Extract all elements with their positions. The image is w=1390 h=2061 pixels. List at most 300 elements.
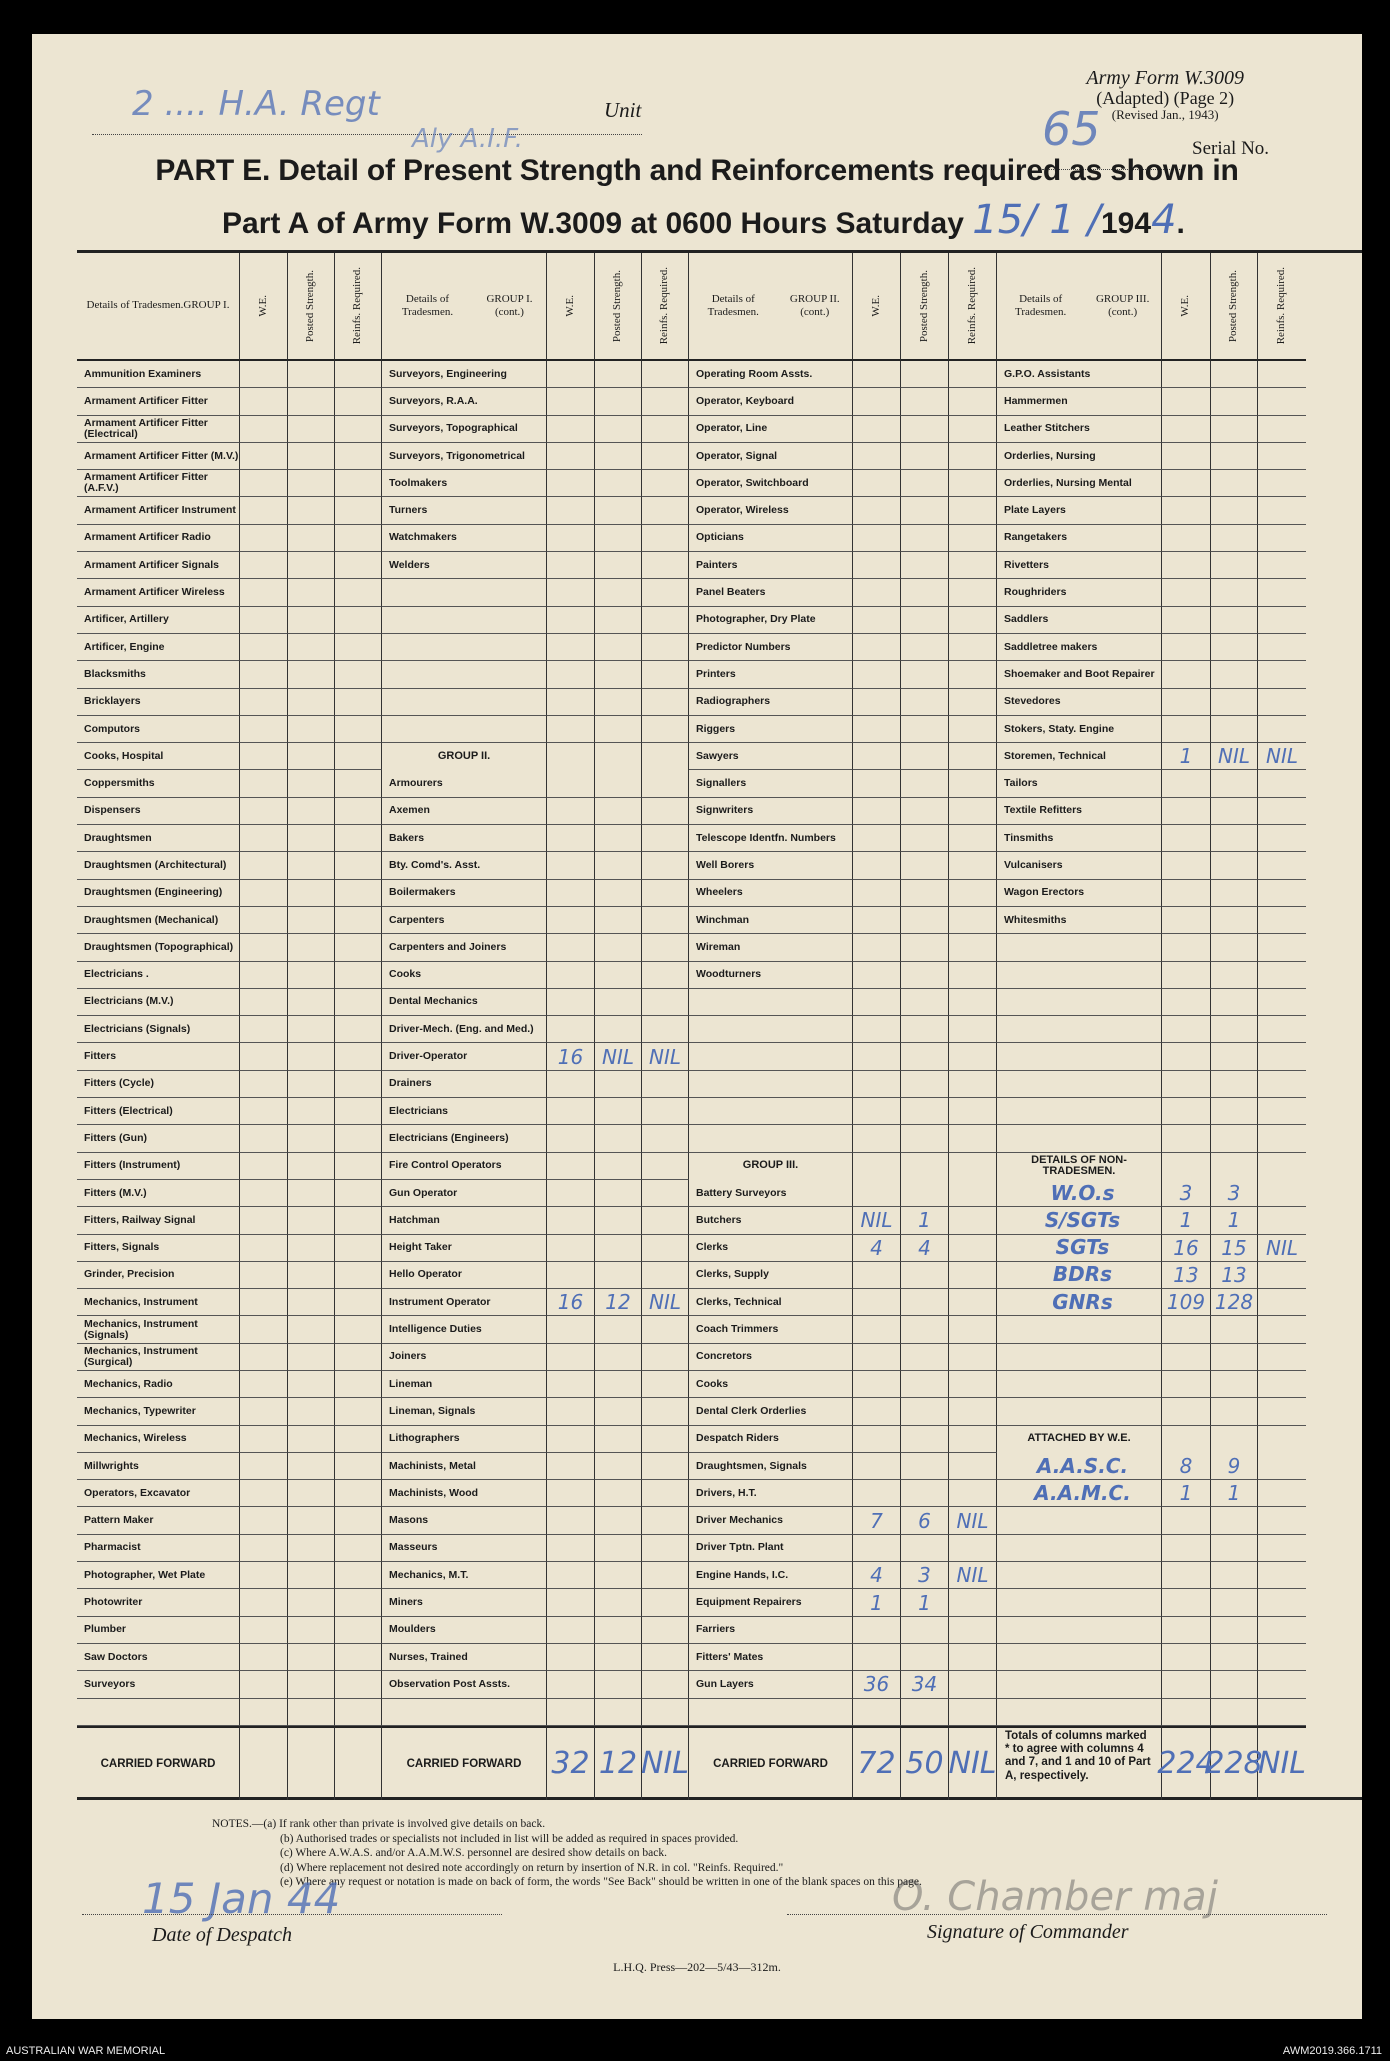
value-cell-we <box>547 1235 595 1262</box>
value-cell-rr <box>335 1153 382 1180</box>
value-cell-rr <box>642 1699 689 1726</box>
value-cell-we <box>853 798 901 825</box>
value-cell-ps <box>901 497 949 524</box>
trade-name: Gun Operator <box>382 1180 547 1207</box>
trade-name: Printers <box>689 661 853 688</box>
value-cell-ps <box>901 1316 949 1343</box>
value-cell-rr <box>1258 1180 1306 1207</box>
value-cell-ps <box>288 1699 335 1726</box>
trade-name: Armament Artificer Fitter (M.V.) <box>77 443 240 470</box>
value-cell-rr <box>949 689 997 716</box>
value-cell-ps <box>901 989 949 1016</box>
despatch-date-handwritten: 15 Jan 44 <box>142 1874 341 1923</box>
value-cell-we <box>547 1644 595 1671</box>
trade-name: Equipment Repairers <box>689 1589 853 1616</box>
value-cell-rr <box>642 1180 689 1207</box>
group-label: GROUP I. <box>183 299 230 312</box>
value-cell-we <box>547 552 595 579</box>
value-cell-rr <box>335 962 382 989</box>
section-header: GROUP III. <box>689 1153 853 1180</box>
value-cell-ps <box>901 1125 949 1152</box>
value-cell-rr <box>335 361 382 388</box>
value-cell-ps <box>288 1589 335 1616</box>
value-cell-rr: NIL <box>949 1562 997 1589</box>
value-cell-rr <box>1258 989 1306 1016</box>
value-cell-we <box>1162 552 1211 579</box>
value-cell-rr <box>1258 962 1306 989</box>
value-cell-rr <box>642 470 689 497</box>
value-cell-rr <box>642 1562 689 1589</box>
trade-name: Mechanics, Instrument (Signals) <box>77 1316 240 1343</box>
carried-forward-we: 72 <box>853 1726 901 1800</box>
value-cell-rr <box>1258 470 1306 497</box>
value-cell-rr <box>335 1289 382 1316</box>
value-cell-ps <box>288 552 335 579</box>
value-cell-rr <box>949 798 997 825</box>
value-cell-ps <box>595 470 642 497</box>
value-cell-we <box>547 525 595 552</box>
value-cell-rr: NIL <box>1258 1235 1306 1262</box>
value-cell-we: 1 <box>853 1589 901 1616</box>
value-cell-we <box>1162 1316 1211 1343</box>
value-cell-we <box>240 825 288 852</box>
trade-name: Saddlers <box>997 607 1162 634</box>
col-header <box>335 253 382 361</box>
value-cell-ps <box>288 1507 335 1534</box>
trade-name: Coppersmiths <box>77 770 240 797</box>
value-cell-rr <box>949 825 997 852</box>
carried-forward-we: 224 <box>1162 1726 1211 1800</box>
value-cell-rr <box>335 1125 382 1152</box>
value-cell-rr <box>1258 1098 1306 1125</box>
value-cell-rr <box>1258 1453 1306 1480</box>
trade-name: Whitesmiths <box>997 907 1162 934</box>
value-cell-we <box>240 1098 288 1125</box>
value-cell-ps <box>288 716 335 743</box>
value-cell-ps <box>1211 989 1258 1016</box>
value-cell-ps <box>1211 962 1258 989</box>
trade-name: Driver Mechanics <box>689 1507 853 1534</box>
value-cell-we <box>1162 416 1211 443</box>
trade-name: Vulcanisers <box>997 852 1162 879</box>
trade-name: Pattern Maker <box>77 1507 240 1534</box>
value-cell-rr <box>335 1098 382 1125</box>
value-cell-we <box>853 607 901 634</box>
value-cell-ps <box>595 552 642 579</box>
trade-name <box>997 1098 1162 1125</box>
value-cell-we <box>1162 825 1211 852</box>
value-cell-rr <box>335 798 382 825</box>
trade-name: Fitters (Instrument) <box>77 1153 240 1180</box>
trade-name: Riggers <box>689 716 853 743</box>
watermark-left: AUSTRALIAN WAR MEMORIAL <box>6 2045 166 2057</box>
value-cell-ps <box>1211 852 1258 879</box>
value-cell-we <box>547 1617 595 1644</box>
value-cell-ps <box>901 579 949 606</box>
value-cell-rr <box>949 1180 997 1207</box>
trade-name: Cooks, Hospital <box>77 743 240 770</box>
value-cell-rr <box>1258 1617 1306 1644</box>
value-cell-rr <box>335 1507 382 1534</box>
trade-name: Fitters' Mates <box>689 1644 853 1671</box>
trade-name: Rangetakers <box>997 525 1162 552</box>
value-cell-we <box>547 1480 595 1507</box>
trade-name <box>689 1098 853 1125</box>
value-cell-we: 4 <box>853 1562 901 1589</box>
value-cell-we <box>240 388 288 415</box>
value-cell-ps <box>288 1207 335 1234</box>
value-cell-ps <box>901 1289 949 1316</box>
trade-name: Fitters (Cycle) <box>77 1071 240 1098</box>
trade-name: Armament Artificer Fitter (A.F.V.) <box>77 470 240 497</box>
value-cell-we <box>547 825 595 852</box>
value-cell-rr <box>642 716 689 743</box>
value-cell-rr <box>335 388 382 415</box>
value-cell-we <box>853 579 901 606</box>
value-cell-ps <box>901 1617 949 1644</box>
value-cell-we <box>240 989 288 1016</box>
trade-name: Armourers <box>382 770 547 797</box>
value-cell-we <box>1162 934 1211 961</box>
value-cell-ps <box>288 443 335 470</box>
value-cell-rr <box>1258 1207 1306 1234</box>
value-cell-ps <box>288 743 335 770</box>
carried-forward-ps <box>288 1726 335 1800</box>
value-cell-rr <box>1258 443 1306 470</box>
col-header-label: W.E. <box>256 295 269 317</box>
value-cell-we <box>240 497 288 524</box>
value-cell-rr <box>335 934 382 961</box>
value-cell-rr <box>1258 1344 1306 1371</box>
value-cell-we <box>547 607 595 634</box>
section-header: ATTACHED BY W.E. <box>997 1426 1162 1453</box>
value-cell-we <box>240 1453 288 1480</box>
value-cell-rr <box>642 1617 689 1644</box>
value-cell-ps <box>901 1699 949 1726</box>
value-cell-we <box>1162 962 1211 989</box>
value-cell-rr <box>642 1480 689 1507</box>
value-cell-we <box>547 1453 595 1480</box>
trade-name: Masseurs <box>382 1535 547 1562</box>
trade-name: Armament Artificer Fitter (Electrical) <box>77 416 240 443</box>
value-cell-ps <box>595 1426 642 1453</box>
value-cell-ps <box>595 743 642 770</box>
value-cell-ps <box>288 962 335 989</box>
value-cell-ps: 6 <box>901 1507 949 1534</box>
carried-forward-we <box>240 1726 288 1800</box>
value-cell-ps <box>901 525 949 552</box>
value-cell-rr <box>1258 525 1306 552</box>
value-cell-rr <box>1258 825 1306 852</box>
trade-name: Winchman <box>689 907 853 934</box>
value-cell-rr <box>642 1153 689 1180</box>
trade-name: Draughtsmen, Signals <box>689 1453 853 1480</box>
value-cell-ps <box>288 1289 335 1316</box>
value-cell-ps <box>901 1071 949 1098</box>
value-cell-we <box>853 1644 901 1671</box>
value-cell-rr <box>1258 689 1306 716</box>
value-cell-rr <box>642 1398 689 1425</box>
value-cell-ps <box>901 1043 949 1070</box>
value-cell-ps <box>288 525 335 552</box>
carried-forward-rr: NIL <box>1258 1726 1306 1800</box>
value-cell-we <box>547 770 595 797</box>
value-cell-rr <box>1258 1125 1306 1152</box>
trade-name: Dental Clerk Orderlies <box>689 1398 853 1425</box>
trade-name: Armament Artificer Radio <box>77 525 240 552</box>
value-cell-ps <box>1211 1153 1258 1180</box>
value-cell-ps: 1 <box>901 1207 949 1234</box>
value-cell-ps <box>595 1125 642 1152</box>
value-cell-ps <box>1211 1426 1258 1453</box>
value-cell-rr <box>949 907 997 934</box>
value-cell-we <box>1162 361 1211 388</box>
carried-forward-we: 32 <box>547 1726 595 1800</box>
value-cell-we <box>240 1262 288 1289</box>
value-cell-ps <box>288 1398 335 1425</box>
trade-name: Armament Artificer Wireless <box>77 579 240 606</box>
value-cell-ps: 1 <box>901 1589 949 1616</box>
value-cell-we <box>547 1398 595 1425</box>
trade-name: Hello Operator <box>382 1262 547 1289</box>
value-cell-ps: 3 <box>1211 1180 1258 1207</box>
value-cell-rr <box>1258 579 1306 606</box>
value-cell-we <box>853 1043 901 1070</box>
trade-name: Carpenters <box>382 907 547 934</box>
value-cell-rr <box>949 1453 997 1480</box>
trade-name: Plumber <box>77 1617 240 1644</box>
value-cell-ps <box>1211 825 1258 852</box>
value-cell-we <box>547 416 595 443</box>
trade-name: Surveyors, Topographical <box>382 416 547 443</box>
value-cell-ps <box>595 770 642 797</box>
carried-forward-label: CARRIED FORWARD <box>382 1726 547 1800</box>
value-cell-ps <box>901 689 949 716</box>
value-cell-rr <box>335 770 382 797</box>
value-cell-ps <box>595 852 642 879</box>
value-cell-we <box>1162 689 1211 716</box>
value-cell-we <box>1162 661 1211 688</box>
value-cell-ps <box>901 607 949 634</box>
value-cell-we <box>1162 634 1211 661</box>
value-cell-we <box>547 443 595 470</box>
value-cell-ps <box>595 716 642 743</box>
value-cell-rr <box>949 1671 997 1698</box>
value-cell-rr <box>1258 852 1306 879</box>
value-cell-rr <box>335 443 382 470</box>
value-cell-rr <box>642 934 689 961</box>
trade-name: Orderlies, Nursing <box>997 443 1162 470</box>
value-cell-we <box>240 525 288 552</box>
value-cell-ps <box>288 825 335 852</box>
value-cell-we <box>547 497 595 524</box>
value-cell-we <box>240 1426 288 1453</box>
value-cell-ps <box>1211 1699 1258 1726</box>
value-cell-ps <box>595 1589 642 1616</box>
value-cell-we <box>240 1589 288 1616</box>
value-cell-rr <box>949 1016 997 1043</box>
value-cell-rr <box>335 1016 382 1043</box>
value-cell-rr <box>949 1617 997 1644</box>
value-cell-ps <box>901 798 949 825</box>
value-cell-rr <box>1258 880 1306 907</box>
value-cell-rr <box>949 1153 997 1180</box>
carried-forward-label: CARRIED FORWARD <box>689 1726 853 1800</box>
trade-name: Plate Layers <box>997 497 1162 524</box>
title-year-prefix: 194 <box>1101 207 1152 240</box>
value-cell-we <box>240 607 288 634</box>
form-identifier <box>1086 68 1244 122</box>
value-cell-rr <box>949 852 997 879</box>
value-cell-ps <box>288 989 335 1016</box>
value-cell-ps <box>595 416 642 443</box>
value-cell-rr <box>335 1617 382 1644</box>
value-cell-we <box>853 907 901 934</box>
value-cell-we: 36 <box>853 1671 901 1698</box>
value-cell-rr <box>335 1671 382 1698</box>
trade-name <box>382 579 547 606</box>
value-cell-ps <box>901 1098 949 1125</box>
value-cell-rr <box>642 1671 689 1698</box>
value-cell-we <box>853 1016 901 1043</box>
title-year-handwritten: 4 <box>1151 197 1177 243</box>
value-cell-rr <box>642 525 689 552</box>
col-header-label: W.E. <box>869 295 882 317</box>
value-cell-ps <box>595 989 642 1016</box>
trade-name: Mechanics, M.T. <box>382 1562 547 1589</box>
value-cell-we <box>547 1262 595 1289</box>
value-cell-we <box>240 443 288 470</box>
value-cell-ps <box>901 1535 949 1562</box>
trade-name: Armament Artificer Signals <box>77 552 240 579</box>
value-cell-ps: 13 <box>1211 1262 1258 1289</box>
value-cell-rr <box>949 552 997 579</box>
trade-name: Surveyors <box>77 1671 240 1698</box>
value-cell-ps <box>595 443 642 470</box>
value-cell-ps <box>1211 1617 1258 1644</box>
trade-name: Fitters (M.V.) <box>77 1180 240 1207</box>
value-cell-we <box>240 880 288 907</box>
trade-name <box>997 962 1162 989</box>
group-label: GROUP II. (cont.) <box>789 292 840 318</box>
trade-name <box>997 1644 1162 1671</box>
value-cell-ps <box>901 552 949 579</box>
value-cell-rr <box>642 1316 689 1343</box>
value-cell-we <box>240 1207 288 1234</box>
value-cell-rr <box>1258 1071 1306 1098</box>
value-cell-rr <box>949 1207 997 1234</box>
value-cell-ps <box>901 1180 949 1207</box>
trade-name <box>997 989 1162 1016</box>
carried-forward-ps: 12 <box>595 1726 642 1800</box>
value-cell-rr <box>335 825 382 852</box>
value-cell-rr <box>335 607 382 634</box>
trade-name: Fitters, Railway Signal <box>77 1207 240 1234</box>
value-cell-we <box>853 525 901 552</box>
trade-name: Despatch Riders <box>689 1426 853 1453</box>
unit-handwritten: 2 .... H.A. Regt <box>132 84 380 124</box>
value-cell-ps <box>901 1371 949 1398</box>
form-page <box>32 34 1362 2019</box>
value-cell-ps <box>288 1426 335 1453</box>
value-cell-rr <box>949 1480 997 1507</box>
value-cell-rr <box>1258 1535 1306 1562</box>
value-cell-ps <box>288 1125 335 1152</box>
trade-name: Telescope Identfn. Numbers <box>689 825 853 852</box>
value-cell-rr <box>642 770 689 797</box>
title-period: . <box>1176 207 1185 240</box>
value-cell-we <box>1162 1507 1211 1534</box>
value-cell-rr <box>335 1644 382 1671</box>
value-cell-ps <box>595 1262 642 1289</box>
value-cell-ps <box>288 689 335 716</box>
value-cell-we <box>240 962 288 989</box>
value-cell-rr <box>949 1426 997 1453</box>
value-cell-ps <box>1211 1016 1258 1043</box>
value-cell-rr <box>949 934 997 961</box>
trade-name <box>689 1016 853 1043</box>
value-cell-rr <box>335 525 382 552</box>
value-cell-ps: 12 <box>595 1289 642 1316</box>
value-cell-ps <box>288 1453 335 1480</box>
value-cell-we <box>853 1480 901 1507</box>
value-cell-rr <box>949 770 997 797</box>
value-cell-we <box>1162 716 1211 743</box>
despatch-date-label: Date of Despatch <box>152 1924 292 1946</box>
value-cell-ps <box>595 825 642 852</box>
trade-name <box>997 1507 1162 1534</box>
value-cell-rr <box>642 661 689 688</box>
value-cell-rr: NIL <box>949 1507 997 1534</box>
value-cell-rr <box>949 525 997 552</box>
value-cell-ps <box>595 1535 642 1562</box>
value-cell-we <box>547 1699 595 1726</box>
value-cell-rr <box>949 880 997 907</box>
value-cell-rr <box>642 1207 689 1234</box>
value-cell-rr <box>335 852 382 879</box>
value-cell-ps <box>1211 934 1258 961</box>
value-cell-rr <box>949 1398 997 1425</box>
value-cell-ps: NIL <box>595 1043 642 1070</box>
value-cell-rr <box>1258 1016 1306 1043</box>
value-cell-rr <box>335 1043 382 1070</box>
trade-name: Electricians (Engineers) <box>382 1125 547 1152</box>
value-cell-we <box>1162 1371 1211 1398</box>
value-cell-ps <box>595 1098 642 1125</box>
value-cell-we: 16 <box>1162 1235 1211 1262</box>
value-cell-ps <box>1211 770 1258 797</box>
trade-name: Moulders <box>382 1617 547 1644</box>
value-cell-ps <box>595 934 642 961</box>
value-cell-rr <box>642 1644 689 1671</box>
value-cell-ps <box>1211 689 1258 716</box>
value-cell-we <box>240 1016 288 1043</box>
value-cell-ps <box>595 497 642 524</box>
details-label: Details of Tradesmen. <box>86 299 184 312</box>
value-cell-we <box>853 989 901 1016</box>
value-cell-rr <box>335 661 382 688</box>
trade-name: Well Borers <box>689 852 853 879</box>
value-cell-we <box>547 798 595 825</box>
value-cell-rr <box>949 1098 997 1125</box>
value-cell-rr <box>642 607 689 634</box>
value-cell-ps <box>901 825 949 852</box>
value-cell-rr <box>335 497 382 524</box>
value-cell-rr <box>335 416 382 443</box>
trade-name: Armament Artificer Instrument <box>77 497 240 524</box>
value-cell-we <box>547 1071 595 1098</box>
trade-name: Electricians (M.V.) <box>77 989 240 1016</box>
